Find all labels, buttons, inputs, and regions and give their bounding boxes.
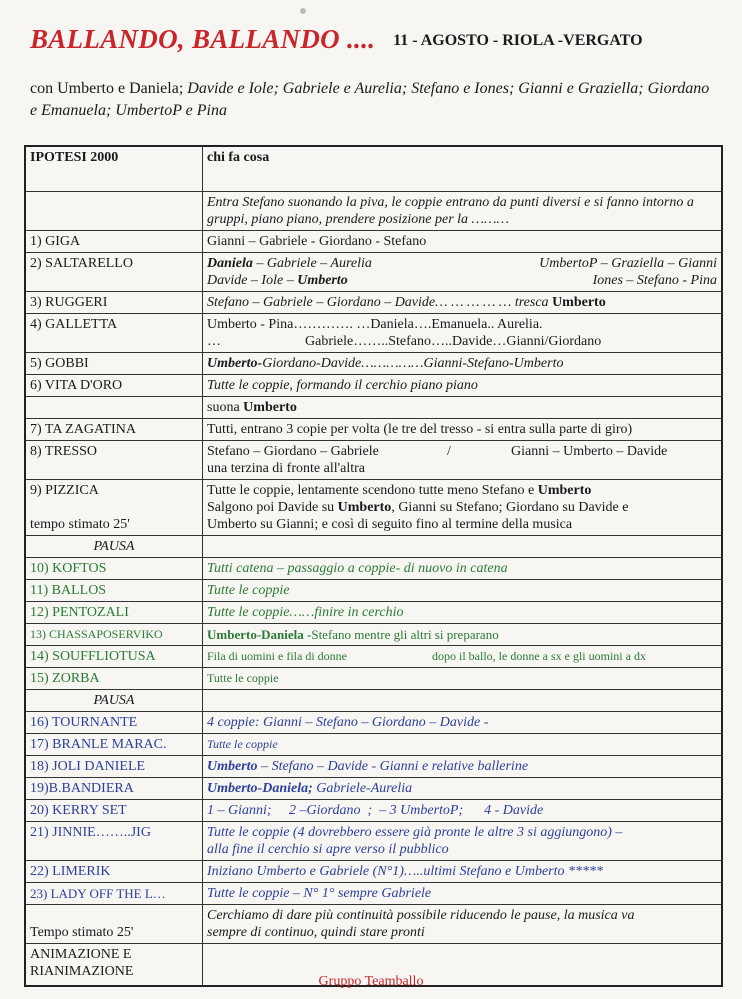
table-row (25, 353, 722, 375)
table-row (25, 192, 722, 231)
row-name: 10) KOFTOS (25, 558, 203, 580)
row-text: 4 coppie: Gianni – Stefano – Giordano – Davide - (203, 712, 723, 734)
row-text (203, 353, 723, 375)
row-name: 6) VITA D'ORO (25, 375, 203, 397)
row-name: 19)B.BANDIERA (25, 778, 203, 800)
row-name: 23) LADY OFF THE L… (25, 883, 203, 905)
row-line: suona (207, 400, 244, 415)
row-text: Tutte le coppie – N° 1° sempre Gabriele (203, 883, 723, 905)
row-name: 21) JINNIE……..JIG (25, 822, 203, 861)
table-row (25, 734, 722, 756)
table-row (25, 314, 722, 353)
row-line: Umberto - Pina…………. …Daniela….Emanuela.. Aurelia. (207, 317, 543, 332)
group-a: Stefano – Giordano – Gabriele (207, 444, 379, 459)
row-text: 1 – Gianni; 2 –Giordano ; – 3 UmbertoP; 4 - Davide (203, 800, 723, 822)
dancer-bold: Umberto (207, 759, 258, 774)
dancer-list: Stefano mentre gli altri si preparano (311, 627, 499, 642)
table-header-row (25, 146, 722, 192)
row-name: 12) PENTOZALI (25, 602, 203, 624)
scan-speck (300, 8, 306, 14)
dancer-bold: Daniela (207, 256, 253, 271)
row-name: 1) GIGA (25, 231, 203, 253)
row-name: 11) BALLOS (25, 580, 203, 602)
estimated-time: tempo stimato 25' (30, 517, 130, 532)
row-line-right: Iones – Stefano - Pina (592, 273, 717, 288)
row-text (203, 646, 723, 668)
dancer-bold: Umberto (243, 400, 297, 415)
table-row (25, 800, 722, 822)
table-row (25, 624, 722, 646)
row-text (203, 822, 723, 861)
table-row (25, 602, 722, 624)
row-name: 8) TRESSO (25, 441, 203, 480)
row-text: Gianni – Gabriele - Giordano - Stefano (203, 231, 723, 253)
page-title: BALLANDO, BALLANDO .... (30, 24, 376, 54)
intro-plain: con Umberto e Daniela; (30, 80, 184, 97)
row-text (203, 624, 723, 646)
row-name: 3) RUGGERI (25, 292, 203, 314)
table-row (25, 756, 722, 778)
row-text: Tutte le coppie (203, 668, 723, 690)
row-name (25, 397, 203, 419)
table-row (25, 883, 722, 905)
row-text (203, 253, 723, 292)
line-part: Tutte le coppie, lentamente scendono tutte meno Stefano e (207, 483, 538, 498)
intro-italic: Davide e Iole; Gabriele e Aurelia; Stefano e Iones; Gianni e Graziella; Giordano e Emanuela; UmbertoP e Pina (30, 80, 710, 119)
row-line-right: UmbertoP – Graziella – Gianni (539, 256, 717, 271)
row-text: Iniziano Umberto e Gabriele (N°1)…..ultimi Stefano e Umberto ***** (203, 861, 723, 883)
row-name: 7) TA ZAGATINA (25, 419, 203, 441)
table-row (25, 231, 722, 253)
dance-name: 9) PIZZICA (30, 483, 99, 498)
row-name: 14) SOUFFLIOTUSA (25, 646, 203, 668)
table-row (25, 375, 722, 397)
table-row (25, 646, 722, 668)
table-row (25, 397, 722, 419)
pause-label: PAUSA (25, 536, 203, 558)
footer-credit: Gruppo Teamballo (318, 974, 424, 989)
dancer-bold: Umberto-Daniela; (207, 781, 313, 796)
line-part: dopo il ballo, le donne a sx e gli uomini a dx (432, 649, 646, 663)
row-line (207, 255, 717, 272)
dancer-bold: Umberto-Daniela - (207, 627, 312, 642)
group-b: Gianni – Umberto – Davide (511, 444, 668, 459)
row-name: 2) SALTARELLO (25, 253, 203, 292)
row-text (203, 690, 723, 712)
row-text: Tutti, entrano 3 copie per volta (le tre del tresso - si entra sulla parte di giro) (203, 419, 723, 441)
table-row (25, 419, 722, 441)
row-line: alla fine il cerchio si apre verso il pubblico (207, 842, 449, 857)
table-row (25, 861, 722, 883)
participants-intro (30, 78, 720, 122)
row-line (207, 482, 717, 499)
row-line (207, 499, 717, 516)
line-part: Salgono poi Davide su (207, 500, 338, 515)
event-subtitle: 11 - AGOSTO - RIOLA -VERGATO (393, 32, 643, 49)
dancer-list: – Gabriele – Aurelia (252, 256, 372, 271)
row-line: Tutte le coppie, formando il cerchio piano piano (207, 378, 478, 393)
dancer-list: – Stefano – Davide - Gianni e relative ballerine (257, 759, 529, 774)
row-line: sempre di continuo, quindi stare pronti (207, 925, 425, 940)
row-text: Tutte le coppie (203, 734, 723, 756)
row-name: 4) GALLETTA (25, 314, 203, 353)
group-separator: / (447, 444, 451, 459)
table-row (25, 480, 722, 536)
dancer-list: Stefano – Gabriele – Giordano – Davide… … … … … tresca (207, 295, 553, 310)
row-text (203, 441, 723, 480)
row-name: ANIMAZIONE E RIANIMAZIONE (25, 944, 203, 986)
pause-row (25, 690, 722, 712)
row-text (203, 292, 723, 314)
row-name: 13) CHASSAPOSERVIKO (25, 624, 203, 646)
dancer-bold: Umberto (537, 483, 592, 498)
row-name: 5) GOBBI (25, 353, 203, 375)
row-name: 16) TOURNANTE (25, 712, 203, 734)
table-row (25, 712, 722, 734)
row-name (25, 480, 203, 536)
row-name: 20) KERRY SET (25, 800, 203, 822)
row-text (203, 375, 723, 397)
estimated-time: Tempo stimato 25' (25, 905, 203, 944)
row-line: Tutte le coppie (4 dovrebbero essere già pronte le altre 3 si aggiungono) – (207, 825, 623, 840)
row-text: Tutti catena – passaggio a coppie- di nuovo in catena (203, 558, 723, 580)
dancer-list: Gabriele-Aurelia (312, 781, 413, 796)
row-text (203, 397, 723, 419)
dancer-bold: Umberto (297, 273, 348, 288)
table-row (25, 253, 722, 292)
row-text: Tutte le coppie……finire in cerchio (203, 602, 723, 624)
row-line: Umberto su Gianni; e così di seguito fino al termine della musica (207, 517, 573, 532)
pause-label: PAUSA (25, 690, 203, 712)
row-name: 18) JOLI DANIELE (25, 756, 203, 778)
table-row (25, 292, 722, 314)
table-row (25, 580, 722, 602)
spacer (30, 499, 198, 516)
row-name: 15) ZORBA (25, 668, 203, 690)
row-line (207, 272, 717, 289)
row-line (207, 443, 717, 460)
table-row (25, 668, 722, 690)
row-name (25, 192, 203, 231)
dancer-bold: Umberto (552, 295, 606, 310)
row-line-left (207, 255, 372, 272)
header-chi-fa-cosa: chi fa cosa (203, 146, 723, 192)
row-line: … Gabriele……..Stefano…..Davide…Gianni/Giordano (207, 334, 602, 349)
row-text (203, 756, 723, 778)
row-text: Tutte le coppie (203, 580, 723, 602)
row-text (203, 480, 723, 536)
row-line: una terzina di fronte all'altra (207, 461, 365, 476)
table-row (25, 905, 722, 944)
row-text (203, 536, 723, 558)
row-name: 22) LIMERIK (25, 861, 203, 883)
table-row (25, 778, 722, 800)
intro-instructions: Entra Stefano suonando la piva, le coppie entrano da punti diversi e si fanno intorno a gruppi, piano piano, prendere posizione per la ……… (203, 192, 723, 231)
table-row (25, 558, 722, 580)
pause-row (25, 536, 722, 558)
row-text (203, 314, 723, 353)
line-part: Fila di uomini e fila di donne (207, 649, 347, 663)
row-text (203, 905, 723, 944)
row-line: Cerchiamo di dare più continuità possibile riducendo le pause, la musica va (207, 908, 635, 923)
dancer-bold: Umberto- (207, 356, 263, 371)
row-name: 17) BRANLE MARAC. (25, 734, 203, 756)
page-header (30, 24, 730, 55)
table-row (25, 822, 722, 861)
row-text (203, 778, 723, 800)
dancer-list: Davide – Iole – (207, 273, 298, 288)
line-part: , Gianni su Stefano; Giordano su Davide e (391, 500, 629, 515)
table-row (25, 441, 722, 480)
row-line-left (207, 272, 348, 289)
dancer-bold: Umberto (337, 500, 392, 515)
program-table (24, 145, 723, 987)
header-ipotesi: IPOTESI 2000 (25, 146, 203, 192)
dancer-list: Giordano-Davide……………Gianni-Stefano-Umberto (262, 356, 564, 371)
